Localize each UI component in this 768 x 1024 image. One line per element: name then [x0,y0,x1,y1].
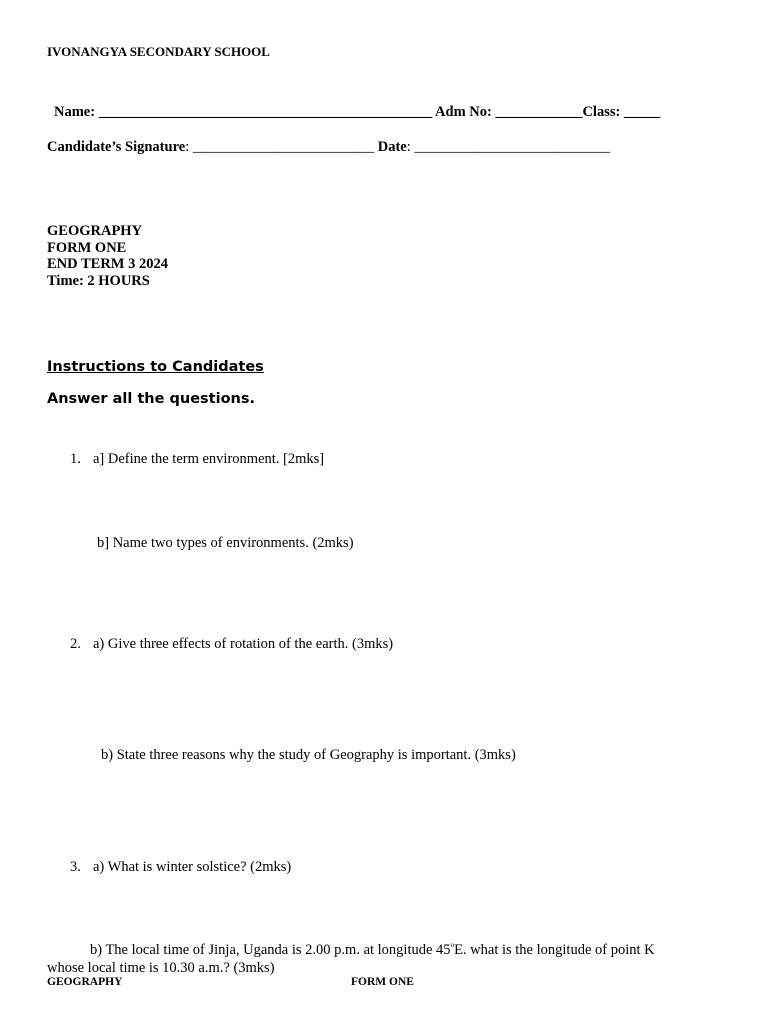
question-text: a] Define the term environment. [2mks] [93,451,325,467]
instructions-title: Instructions to Candidates [47,359,264,375]
name-blank: ______________________________________________ [98,104,433,120]
question-text: E. what is the longitude of point K [454,942,655,958]
degree-symbol: o [450,941,455,949]
question-1a [70,451,324,468]
exam-term: END TERM 3 2024 [47,256,168,272]
signature-label: Candidate’s Signature [47,139,186,155]
question-text: a) Give three effects of rotation of the earth. (3mks) [93,636,394,652]
question-3b-line1 [90,942,655,959]
signature-blank: _________________________ [192,139,375,155]
exam-time: Time: 2 HOURS [47,273,150,289]
question-1b: b] Name two types of environments. (2mks) [97,535,354,551]
exam-form: FORM ONE [47,240,127,256]
name-adm-class-line [54,104,660,121]
signature-date-line [47,139,610,156]
class-blank: _____ [623,104,661,120]
class-label: Class: [582,104,621,120]
signature-colon: : [185,139,190,155]
question-number: 3. [70,859,81,875]
question-number: 1. [70,451,81,467]
date-label: Date [377,139,407,155]
exam-subject: GEOGRAPHY [47,223,143,239]
instructions-body: Answer all the questions. [47,391,256,407]
date-blank: ___________________________ [414,139,611,155]
question-3a [70,859,291,876]
question-number: 2. [70,636,81,652]
name-label: Name: [54,104,96,120]
question-3b-line2: whose local time is 10.30 a.m.? (3mks) [47,960,275,976]
school-name: IVONANGYA SECONDARY SCHOOL [47,44,270,59]
question-text: b) The local time of Jinja, Uganda is 2.00 p.m. at longitude 45 [90,942,451,958]
footer-subject: GEOGRAPHY [47,976,123,988]
adm-blank: ____________ [495,104,583,120]
date-colon: : [406,139,411,155]
question-2a [70,636,393,653]
question-2b: b) State three reasons why the study of Geography is important. (3mks) [101,747,516,763]
adm-label: Adm No: [435,104,492,120]
footer-form: FORM ONE [351,976,414,988]
question-text: a) What is winter solstice? (2mks) [93,859,292,875]
